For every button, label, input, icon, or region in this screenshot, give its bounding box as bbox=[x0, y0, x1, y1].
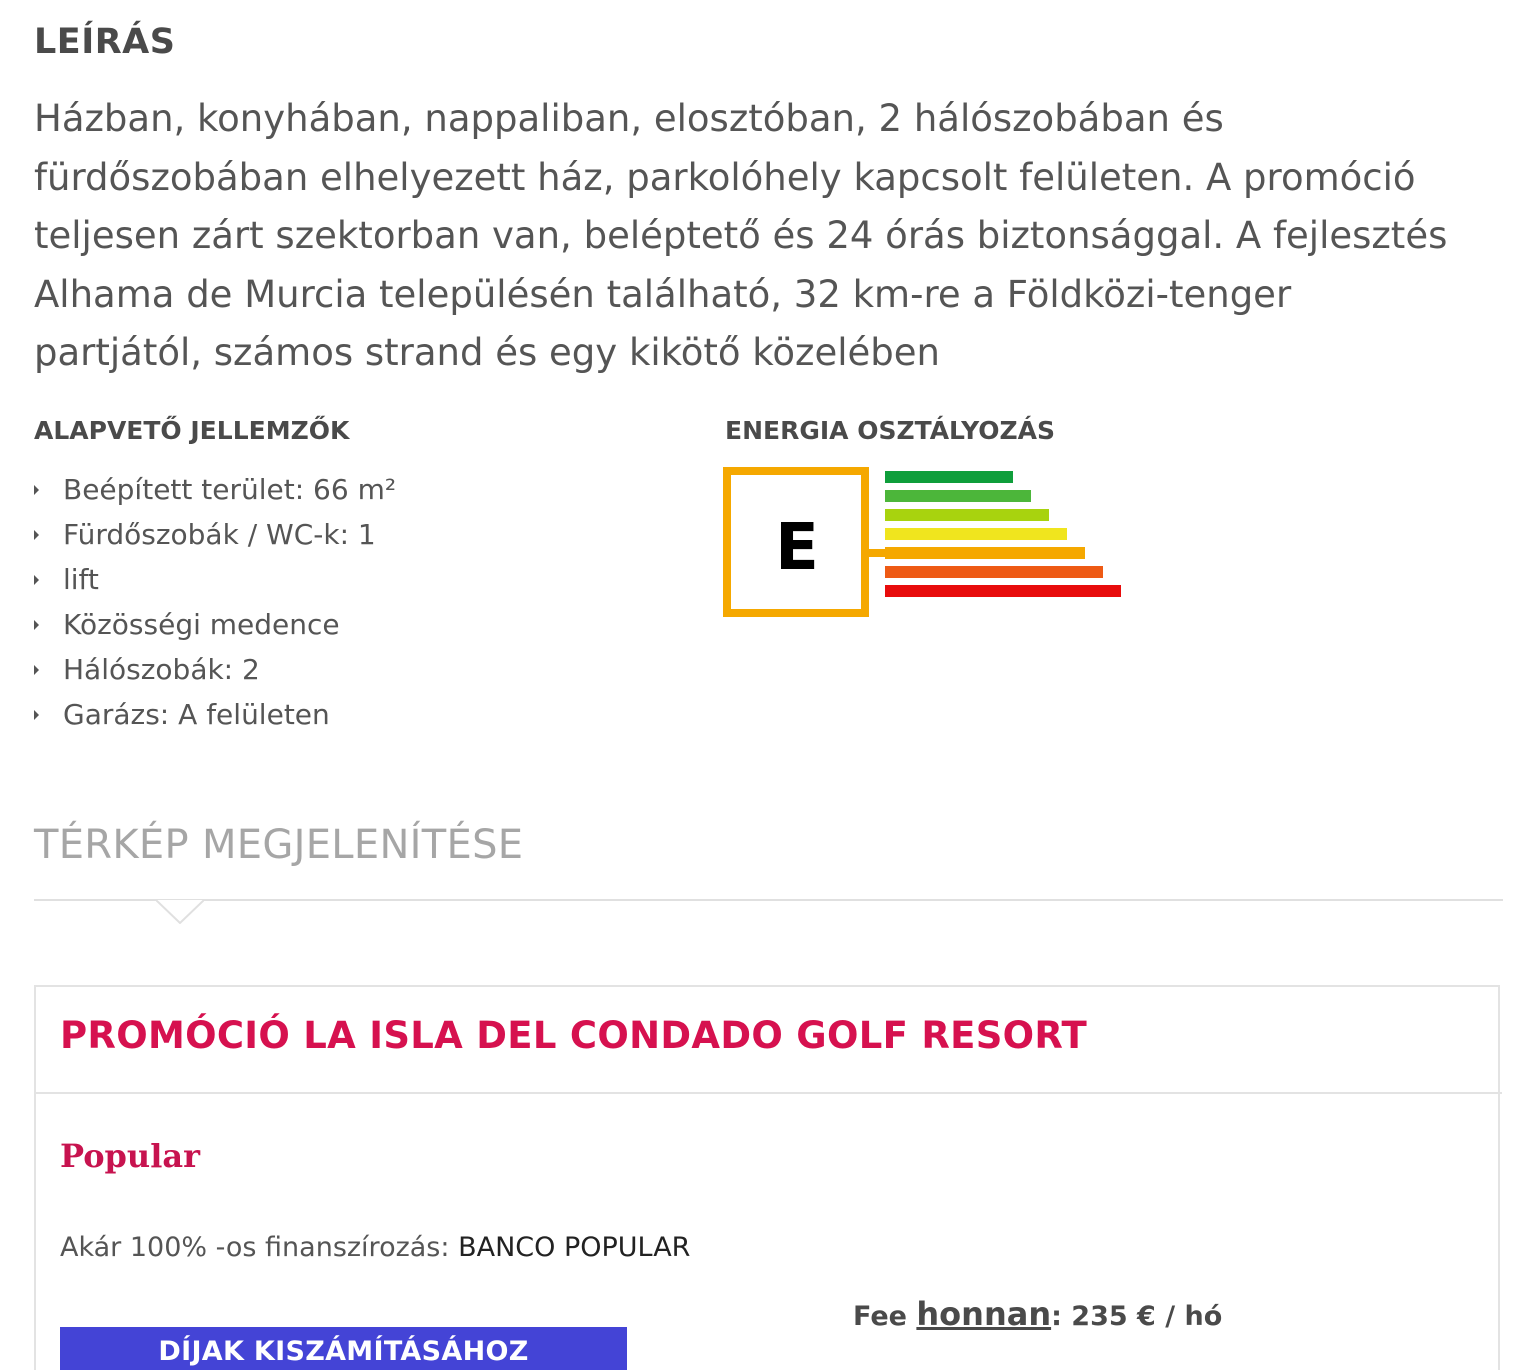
financing-bank: BANCO POPULAR bbox=[458, 1232, 691, 1263]
list-item bbox=[34, 692, 396, 737]
calculate-fees-button[interactable]: DÍJAK KISZÁMÍTÁSÁHOZ bbox=[60, 1327, 627, 1370]
fee-link[interactable]: honnan bbox=[916, 1295, 1052, 1333]
energy-scale-bar bbox=[885, 509, 1049, 521]
description-text bbox=[34, 90, 1503, 383]
features-list bbox=[34, 467, 396, 737]
bullet-icon bbox=[34, 575, 39, 585]
energy-scale-bar bbox=[885, 490, 1031, 502]
list-item bbox=[34, 557, 396, 602]
energy-rating-chart bbox=[723, 467, 1125, 622]
list-item bbox=[34, 512, 396, 557]
fee-value: : 235 € / hó bbox=[1051, 1301, 1223, 1332]
energy-title: ENERGIA OSZTÁLYOZÁS bbox=[725, 416, 1056, 445]
feature-label: lift bbox=[63, 563, 99, 596]
energy-scale-bar bbox=[885, 528, 1067, 540]
feature-label: Beépített terület: 66 m² bbox=[63, 473, 397, 506]
map-toggle[interactable]: TÉRKÉP MEGJELENÍTÉSE bbox=[34, 822, 524, 868]
list-item bbox=[34, 467, 396, 512]
tab-pointer-icon bbox=[156, 900, 204, 924]
energy-scale-bar bbox=[885, 566, 1103, 578]
energy-scale-bar bbox=[885, 585, 1121, 597]
energy-rating-letter: E bbox=[775, 511, 819, 585]
bullet-icon bbox=[34, 530, 39, 540]
feature-label: Garázs: A felületen bbox=[63, 698, 330, 731]
feature-label: Közösségi medence bbox=[63, 608, 340, 641]
divider bbox=[34, 899, 1503, 901]
description-title: LEÍRÁS bbox=[34, 22, 176, 62]
energy-scale bbox=[885, 471, 1121, 597]
feature-label: Hálószobák: 2 bbox=[63, 653, 260, 686]
description-line: Alhama de Murcia településén található, 32 km-re a Földközi-tenger bbox=[34, 272, 1292, 316]
bank-logo: Popular bbox=[60, 1137, 200, 1175]
list-item bbox=[34, 647, 396, 692]
feature-label: Fürdőszobák / WC-k: 1 bbox=[63, 518, 376, 551]
financing-label: Akár 100% -os finanszírozás: bbox=[60, 1232, 450, 1263]
list-item bbox=[34, 602, 396, 647]
energy-scale-bar bbox=[885, 471, 1013, 483]
fee-info bbox=[853, 1295, 1222, 1333]
bullet-icon bbox=[34, 620, 39, 630]
promo-title: PROMÓCIÓ LA ISLA DEL CONDADO GOLF RESORT bbox=[60, 1014, 1088, 1057]
promo-header bbox=[36, 987, 1502, 1094]
bullet-icon bbox=[34, 710, 39, 720]
features-title: ALAPVETŐ JELLEMZŐK bbox=[34, 416, 350, 445]
bullet-icon bbox=[34, 665, 39, 675]
bullet-icon bbox=[34, 485, 39, 495]
promo-card bbox=[34, 985, 1500, 1370]
description-line: teljesen zárt szektorban van, beléptető és 24 órás biztonsággal. A fejlesztés bbox=[34, 214, 1448, 257]
description-line: Házban, konyhában, nappaliban, elosztóban, 2 hálószobában és bbox=[34, 97, 1224, 140]
fee-prefix: Fee bbox=[853, 1301, 907, 1332]
description-line: partjától, számos strand és egy kikötő közelében bbox=[34, 331, 940, 374]
financing-text bbox=[60, 1232, 690, 1263]
description-line: fürdőszobában elhelyezett ház, parkolóhely kapcsolt felületen. A promóció bbox=[34, 155, 1416, 199]
energy-scale-bar bbox=[885, 547, 1085, 559]
